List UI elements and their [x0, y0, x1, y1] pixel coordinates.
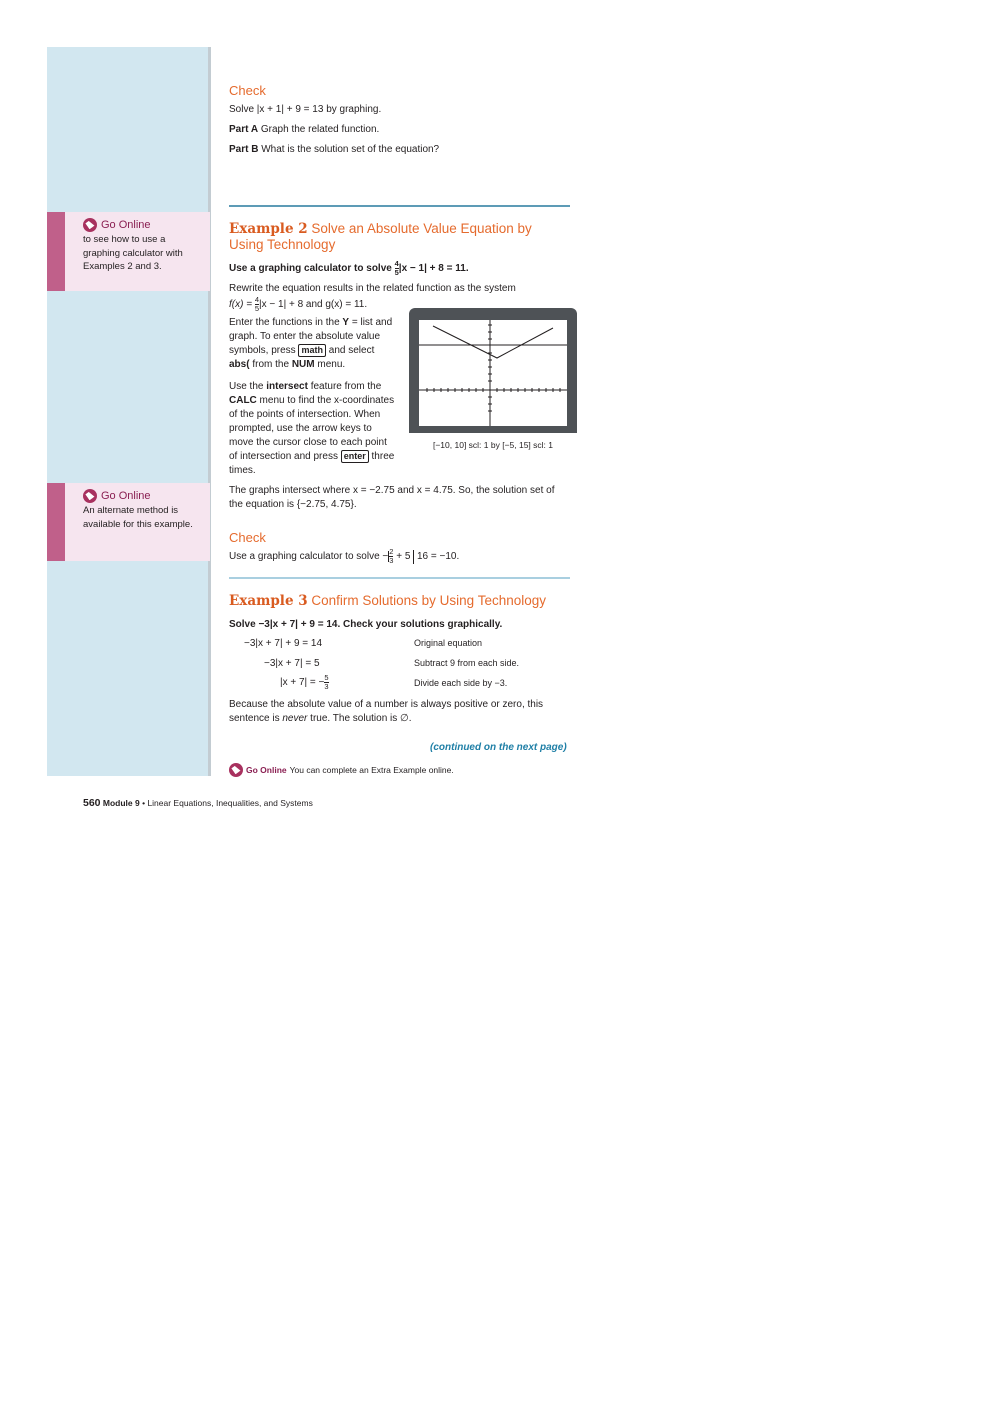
instruction-text: Use a graphing calculator to solve	[229, 263, 395, 275]
part-b-text: What is the solution set of the equation?	[258, 144, 440, 155]
module-title: Linear Equations, Inequalities, and Systems	[147, 798, 313, 808]
example-label: Example 2	[229, 221, 308, 237]
calc-menu-label: CALC	[229, 395, 257, 406]
go-online-text: You can complete an Extra Example online.	[289, 765, 454, 775]
equation-step: −3|x + 7| = 5	[264, 658, 320, 669]
cursor-icon	[83, 489, 97, 503]
go-online-label: Go Online	[101, 219, 151, 231]
paragraph-text: and select	[325, 345, 375, 356]
fraction-denominator: 5	[394, 268, 399, 277]
check-heading: Check	[229, 83, 266, 98]
fraction-denominator: 3	[324, 682, 329, 691]
rewrite-text: Rewrite the equation results in the related function as the system	[229, 283, 516, 294]
section-divider	[229, 205, 570, 207]
page-footer	[83, 797, 313, 809]
go-online-extra-example[interactable]	[229, 763, 454, 777]
fraction-denominator: 3	[389, 556, 394, 565]
conclusion-text: Because the absolute value of a number is always positive or zero, this sentence is	[229, 699, 544, 724]
function-f: f(x) =	[229, 299, 255, 311]
fraction-numerator: 4	[254, 295, 260, 304]
footer-separator: •	[139, 798, 148, 808]
window-settings-caption: [−10, 10] scl: 1 by [−5, 15] scl: 1	[432, 440, 553, 450]
note-heading[interactable]	[83, 489, 151, 503]
check-prompt: Solve |x + 1| + 9 = 13 by graphing.	[229, 104, 382, 115]
note-accent-bar	[47, 212, 65, 291]
equation-reason: Subtract 9 from each side.	[414, 658, 520, 668]
example-3-instruction: Solve −3|x + 7| + 9 = 14. Check your solutions graphically.	[229, 619, 503, 630]
go-online-note-calculator[interactable]	[47, 212, 210, 291]
conclusion-text: true. The solution is ∅.	[307, 713, 412, 724]
section-divider	[229, 577, 570, 579]
continued-link[interactable]: (continued on the next page)	[430, 742, 567, 753]
fraction	[324, 674, 328, 691]
part-a-text: Graph the related function.	[258, 124, 380, 135]
cursor-icon	[83, 218, 97, 232]
example-2-result: The graphs intersect where x = −2.75 and x = 4.75. So, the solution set of the equation is {−2.75, 4.75}.	[229, 485, 555, 510]
rewrite-text: |x − 1| + 8 and g(x) = 11.	[259, 299, 368, 311]
go-online-label: Go Online	[246, 765, 287, 775]
note-heading[interactable]	[83, 218, 151, 232]
abs-function-label: abs(	[229, 359, 250, 370]
go-online-label: Go Online	[101, 490, 151, 502]
paragraph-text: from the	[249, 359, 292, 370]
paragraph-text: Enter the functions in the	[229, 317, 343, 328]
fraction-denominator: 5	[254, 304, 260, 313]
enter-key: enter	[341, 450, 369, 463]
never-emphasis: never	[282, 713, 308, 724]
example-3-title	[229, 593, 569, 609]
example-title-text: Solve an Absolute Value Equation by Using Technology	[229, 221, 532, 252]
paragraph-text: three times.	[229, 451, 395, 476]
example-label: Example 3	[229, 593, 308, 609]
example-2-title	[229, 221, 569, 253]
note-body: to see how to use a graphing calculator with Examples 2 and 3.	[83, 234, 183, 272]
enter-functions-paragraph	[229, 316, 397, 372]
part-b-label: Part B	[229, 144, 259, 155]
calculator-screenshot	[409, 308, 577, 433]
math-key: math	[298, 344, 326, 357]
equation-reason: Divide each side by −3.	[414, 678, 508, 688]
check-2-prompt	[229, 548, 459, 565]
check-heading: Check	[229, 530, 266, 545]
prompt-text: + 5	[393, 551, 414, 563]
part-a-label: Part A	[229, 124, 259, 135]
paragraph-text: feature from the	[307, 381, 382, 392]
fraction-numerator: 2	[389, 547, 394, 556]
example-3-conclusion	[229, 698, 574, 726]
calculator-display	[419, 320, 567, 426]
go-online-note-alternate[interactable]	[47, 483, 210, 561]
graph-plot	[419, 320, 567, 426]
cursor-icon	[229, 763, 243, 777]
example-title-text: Confirm Solutions by Using Technology	[307, 593, 546, 608]
num-menu-label: NUM	[291, 359, 315, 370]
paragraph-text: menu to find the x-coordinates of the points of intersection. When prompted, use the arrow keys to move the cursor close to each point of intersection and press	[229, 395, 395, 462]
intersect-label: intersect	[266, 381, 308, 392]
graph-f-absolute-value	[433, 326, 553, 358]
prompt-text: Use a graphing calculator to solve −	[229, 551, 389, 563]
prompt-text: 16 = −10.	[414, 551, 460, 563]
equation-reason: Original equation	[414, 638, 483, 648]
paragraph-text: Use the	[229, 381, 267, 392]
note-accent-bar	[47, 483, 65, 561]
note-body: An alternate method is available for this example.	[83, 505, 193, 530]
sidebar-divider	[208, 47, 211, 776]
instruction-text: |x − 1| + 8 = 11.	[398, 263, 469, 275]
page-number: 560	[83, 797, 101, 809]
module-label: Module 9	[100, 798, 140, 808]
check-part-a	[229, 123, 379, 137]
sidebar-panel	[47, 47, 210, 776]
check-part-b	[229, 143, 439, 157]
paragraph-text: menu.	[314, 359, 346, 370]
fraction-numerator: 4	[394, 259, 399, 268]
equation-text: |x + 7| = −	[280, 677, 325, 689]
equation-step	[280, 674, 329, 691]
paragraph-text: = list and graph. To enter the absolute value symbols, press	[229, 317, 393, 356]
intersect-paragraph	[229, 380, 397, 478]
y-key-label: Y	[342, 317, 350, 328]
equation-step: −3|x + 7| + 9 = 14	[244, 638, 323, 649]
example-2-instruction	[229, 260, 469, 277]
fraction-numerator: 5	[324, 673, 329, 682]
